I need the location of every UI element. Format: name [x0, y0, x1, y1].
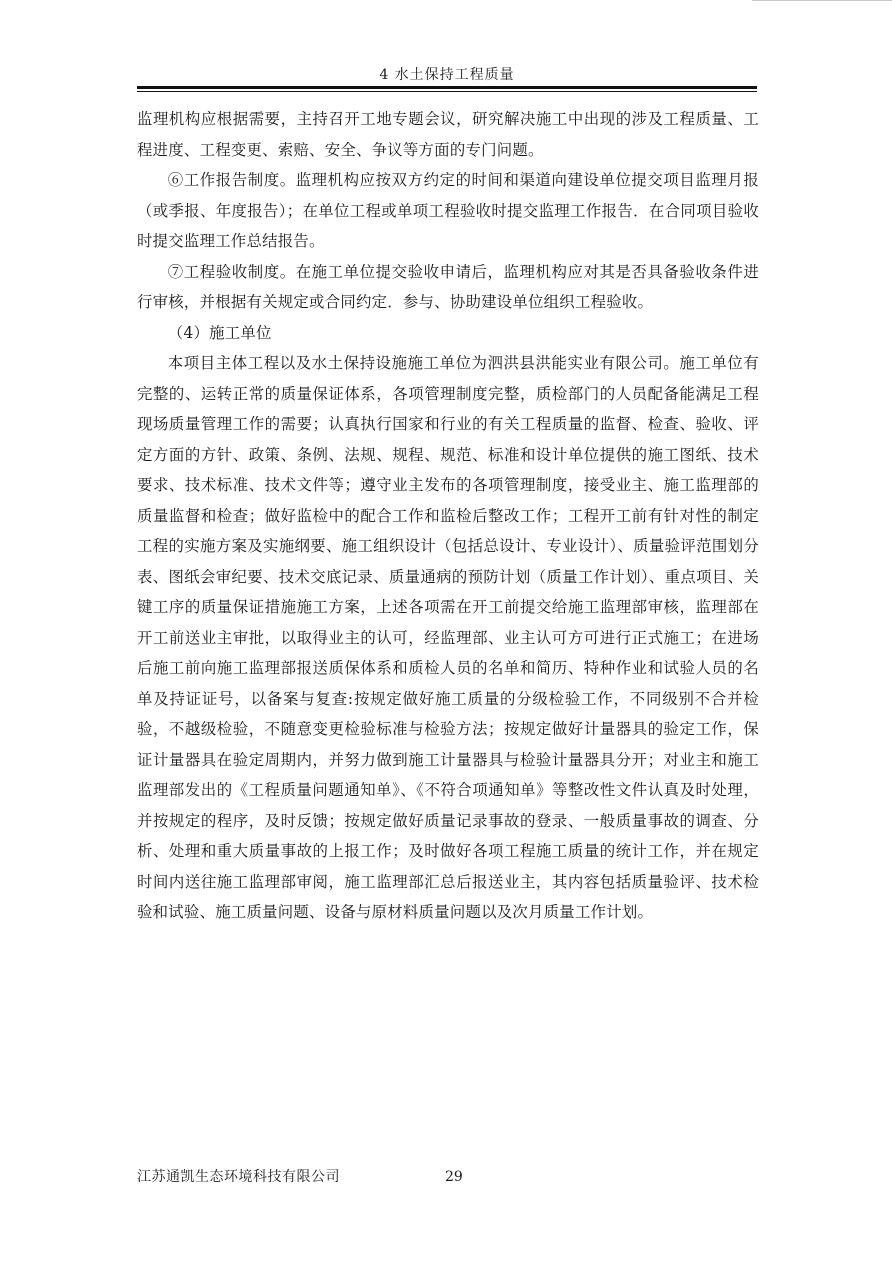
paragraph-construction-unit: 本项目主体工程以及水土保持设施施工单位为泗洪县洪能实业有限公司。施工单位有完整的、运转正常的质量保证体系，各项管理制度完整，质检部门的人员配备能满足工程现场质量管理工作的需要；认真执行国家和行业的有关工程质量的监督、检查、验收、评定方面的方针、政策、条例、法规、规程、规范、标准和设计单位提供的施工图纸、技术要求、技术标准、技术文件等；遵守业主发布的各项管理制度，接受业主、施工监理部的质量监督和检查；做好监检中的配合工作和监检后整改工作；工程开工前有针对性的制定工程的实施方案及实施纲要、施工组织设计（包括总设计、专业设计）、质量验评范围划分表、图纸会审纪要、技术交底记录、质量通病的预防计划（质量工作计划）、重点项目、关键工序的质量保证措施施工方案，上述各项需在开工前提交给施工监理部审核，监理部在开工前送业主审批，以取得业主的认可，经监理部、业主认可方可进行正式施工；在进场后施工前向施工监理部报送质保体系和质检人员的名单和简历、特种作业和试验人员的名单及持证证号，以备案与复查:按规定做好施工质量的分级检验工作，不同级别不合并检验，不越级检验，不随意变更检验标准与检验方法；按规定做好计量器具的验定工作，保证计量器具在验定周期内，并努力做到施工计量器具与检验计量器具分开；对业主和施工监理部发出的《工程质量问题通知单》、《不符合项通知单》等整改性文件认真及时处理，并按规定的程序，及时反馈；按规定做好质量记录事故的登录、一般质量事故的调查、分析、处理和重大质量事故的上报工作；及时做好各项工程施工质量的统计工作，并在规定时间内送往施工监理部审阅，施工监理部汇总后报送业主，其内容包括质量验评、技术检验和试验、施工质量问题、设备与原材料质量问题以及次月质量工作计划。 — [137, 354, 759, 921]
header-rule-thick — [137, 86, 757, 89]
page-number: 29 — [445, 1169, 463, 1185]
paragraph-continuation: 监理机构应根据需要，主持召开工地专题会议，研究解决施工中出现的涉及工程质量、工程进度、工程变更、索赔、安全、争议等方面的专门问题。 — [137, 110, 759, 159]
page-edge-line — [752, 0, 892, 1]
paragraph-work-report-system: ⑥工作报告制度。监理机构应按双方约定的时间和渠道向建设单位提交项目监理月报（或季报、年度报告）；在单位工程或单项工程验收时提交监理工作报告．在合同项目验收时提交监理工作总结报告。 — [137, 171, 759, 250]
running-header: 4 水土保持工程质量 — [379, 67, 515, 83]
header-rule-thin — [137, 91, 757, 92]
footer-company-name: 江苏通凯生态环境科技有限公司 — [137, 1169, 340, 1185]
paragraph-acceptance-system: ⑦工程验收制度。在施工单位提交验收申请后，监理机构应对其是否具备验收条件进行审核，并根据有关规定或合同约定．参与、协助建设单位组织工程验收。 — [137, 262, 759, 311]
document-body — [137, 104, 759, 928]
section-heading-construction-unit: （4）施工单位 — [167, 323, 272, 342]
